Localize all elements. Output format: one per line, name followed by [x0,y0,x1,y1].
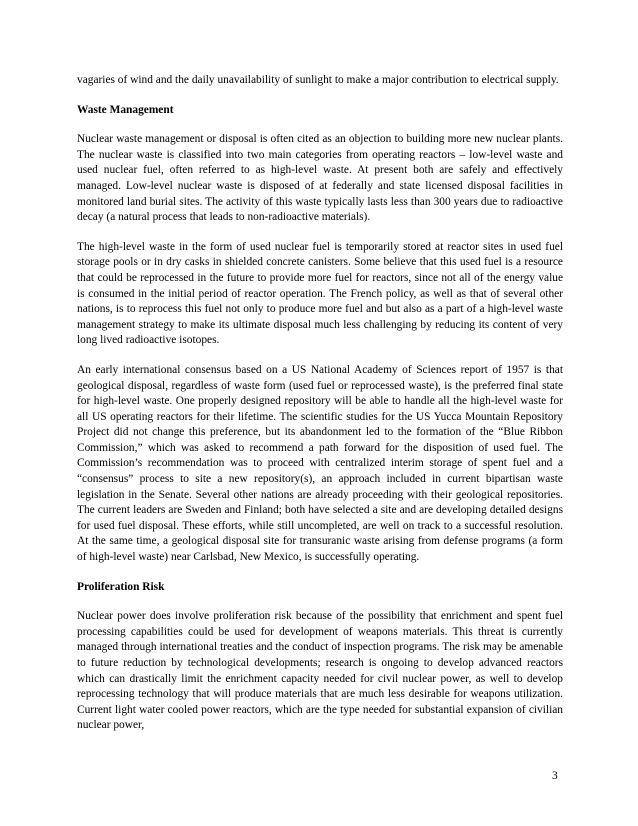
waste-paragraph-2: The high-level waste in the form of used nuclear fuel is temporarily stored at reactor sites in used fuel storage pools or in dry casks in shielded concrete canisters. Some believe that this used fuel is a resource that could be reprocessed in the future to provide more fuel for reactors, since not all of the energy value is consumed in the initial period of reactor operation. The French policy, as well as that of several other nations, is to reprocess this fuel not only to produce more fuel and but also as a part of a high-level waste management strategy to make its ultimate disposal much less challenging by reducing its content of very long lived radioactive isotopes. [77,240,563,347]
page-number: 3 [552,770,558,782]
waste-management-heading: Waste Management [77,103,174,116]
document-page-body [77,73,563,748]
waste-paragraph-3: An early international consensus based on a US National Academy of Sciences report of 1957 is that geological disposal, regardless of waste form (used fuel or reprocessed waste), is the preferred final state for high-level waste. One properly designed repository will be able to handle all the high-level waste for all US operating reactors for their lifetime. The scientific studies for the US Yucca Mountain Repository Project did not change this preference, but its abandonment led to the formation of the “Blue Ribbon Commission,” which was asked to recommend a path forward for the disposition of used fuel. The Commission’s recommendation was to proceed with centralized interim storage of spent fuel and a “consensus” process to site a new repository(s), an approach included in current bipartisan waste legislation in the Senate. Several other nations are already proceeding with their geological repositories. The current leaders are Sweden and Finland; both have selected a site and are developing detailed designs for used fuel disposal. These efforts, while still uncompleted, are well on track to a successful resolution. At the same time, a geological disposal site for transuranic waste arising from defense programs (a form of high-level waste) near Carlsbad, New Mexico, is successfully operating. [77,363,563,564]
proliferation-paragraph-1: Nuclear power does involve proliferation risk because of the possibility that enrichment and spent fuel processing capabilities could be used for development of weapons materials. This threat is currently managed through international treaties and the conduct of inspection programs. The risk may be amenable to future reduction by technological developments; research is ongoing to develop advanced reactors which can drastically limit the enrichment capacity needed for civil nuclear power, as well to develop reprocessing technology that will produce materials that are much less desirable for weapons utilization. Current light water cooled power reactors, which are the type needed for substantial expansion of civilian nuclear power, [77,610,563,732]
intro-fragment-paragraph: vagaries of wind and the daily unavailability of sunlight to make a major contribution to electrical supply. [77,74,559,86]
proliferation-risk-heading: Proliferation Risk [77,580,165,593]
waste-paragraph-1: Nuclear waste management or disposal is often cited as an objection to building more new nuclear plants. The nuclear waste is classified into two main categories from operating reactors – low-level waste and used nuclear fuel, often referred to as high-level waste. At present both are safely and effectively managed. Low-level nuclear waste is disposed of at federally and state licensed disposal facilities in monitored land burial sites. The activity of this waste typically lasts less than 300 years due to radioactive decay (a natural process that leads to non-radioactive materials). [77,133,563,224]
